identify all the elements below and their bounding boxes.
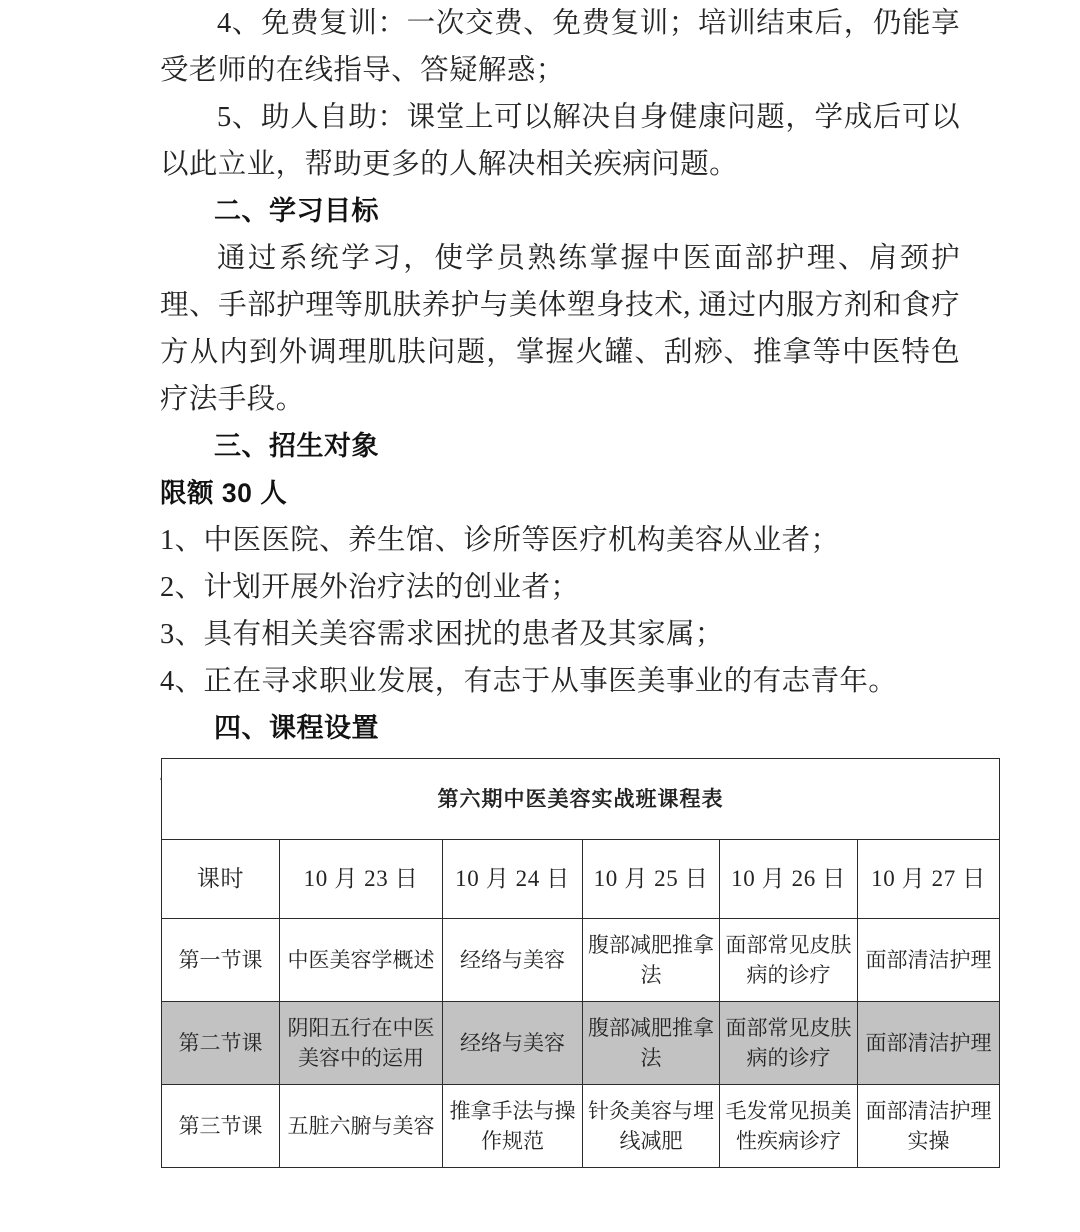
schedule-table-container bbox=[161, 758, 999, 1168]
audience-item-2: 2、计划开展外治疗法的创业者； bbox=[160, 572, 580, 603]
table-row bbox=[162, 1002, 1000, 1085]
table-row bbox=[162, 919, 1000, 1002]
table-title-row bbox=[162, 759, 1000, 840]
section-two-paragraph: 通过系统学习，使学员熟练掌握中医面部护理、肩颈护理、手部护理等肌肤养护与美体塑身技术, 通过内服方剂和食疗方从内到外调理肌肤问题，掌握火罐、刮痧、推拿等中医特色疗法手段。 bbox=[160, 243, 960, 415]
paragraph-item-4: 4、免费复训：一次交费、免费复训；培训结束后，仍能享受老师的在线指导、答疑解惑； bbox=[160, 8, 960, 86]
cell-r2c2: 经络与美容 bbox=[443, 1002, 583, 1085]
cell-r1c3: 腹部减肥推拿法 bbox=[583, 919, 720, 1002]
cell-r3c4: 毛发常见损美性疾病诊疗 bbox=[720, 1085, 858, 1168]
row-label-period-1: 第一节课 bbox=[162, 919, 280, 1002]
section-heading-two: 二、学习目标 bbox=[214, 196, 379, 226]
course-schedule-table bbox=[161, 758, 1000, 1168]
cell-r3c1: 五脏六腑与美容 bbox=[280, 1085, 443, 1168]
cell-r3c2: 推拿手法与操作规范 bbox=[443, 1085, 583, 1168]
audience-item-3: 3、具有相关美容需求困扰的患者及其家属； bbox=[160, 619, 724, 650]
column-header-date-3: 10 月 25 日 bbox=[583, 840, 720, 919]
audience-item-4: 4、正在寻求职业发展，有志于从事医美事业的有志青年。 bbox=[160, 666, 898, 697]
row-label-period-2: 第二节课 bbox=[162, 1002, 280, 1085]
column-header-date-2: 10 月 24 日 bbox=[443, 840, 583, 919]
cell-r3c5: 面部清洁护理实操 bbox=[858, 1085, 1000, 1168]
table-header-row bbox=[162, 840, 1000, 919]
section-heading-four: 四、课程设置 bbox=[214, 713, 379, 743]
cell-r1c2: 经络与美容 bbox=[443, 919, 583, 1002]
document-body bbox=[160, 0, 960, 799]
cell-r1c4: 面部常见皮肤病的诊疗 bbox=[720, 919, 858, 1002]
cell-r2c5: 面部清洁护理 bbox=[858, 1002, 1000, 1085]
schedule-table-title: 第六期中医美容实战班课程表 bbox=[162, 759, 1000, 840]
cell-r3c3: 针灸美容与埋线减肥 bbox=[583, 1085, 720, 1168]
audience-item-1: 1、中医医院、养生馆、诊所等医疗机构美容从业者； bbox=[160, 525, 840, 556]
paragraph-item-5: 5、助人自助：课堂上可以解决自身健康问题，学成后可以以此立业，帮助更多的人解决相关疾病问题。 bbox=[160, 102, 960, 180]
row-label-period-3: 第三节课 bbox=[162, 1085, 280, 1168]
cell-r1c5: 面部清洁护理 bbox=[858, 919, 1000, 1002]
cell-r1c1: 中医美容学概述 bbox=[280, 919, 443, 1002]
cell-r2c1: 阴阳五行在中医美容中的运用 bbox=[280, 1002, 443, 1085]
column-header-period: 课时 bbox=[162, 840, 280, 919]
table-row bbox=[162, 1085, 1000, 1168]
cell-r2c3: 腹部减肥推拿法 bbox=[583, 1002, 720, 1085]
cell-r2c4: 面部常见皮肤病的诊疗 bbox=[720, 1002, 858, 1085]
column-header-date-5: 10 月 27 日 bbox=[858, 840, 1000, 919]
column-header-date-1: 10 月 23 日 bbox=[280, 840, 443, 919]
column-header-date-4: 10 月 26 日 bbox=[720, 840, 858, 919]
section-heading-three: 三、招生对象 bbox=[214, 431, 379, 461]
enrollment-quota: 限额 30 人 bbox=[160, 478, 288, 508]
